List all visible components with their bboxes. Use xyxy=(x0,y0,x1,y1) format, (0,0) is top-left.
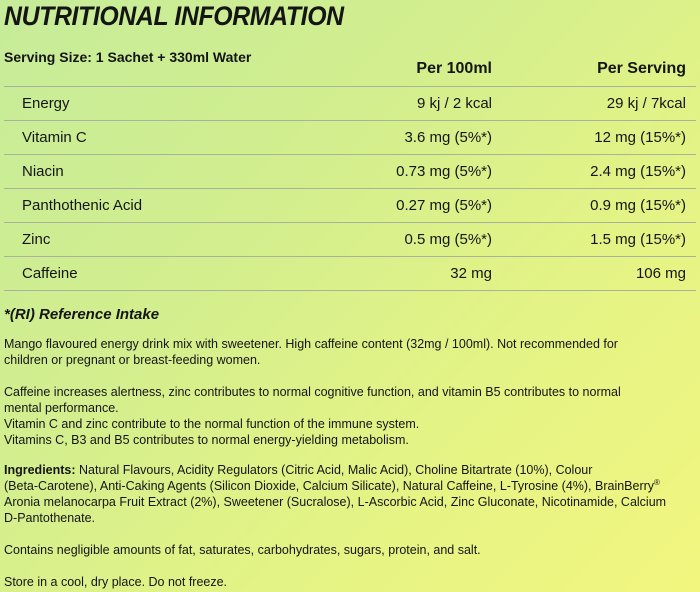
per-serving-value: 1.5 mg (15%*) xyxy=(590,231,686,248)
per-serving-value: 12 mg (15%*) xyxy=(594,129,686,146)
per-100ml-value: 3.6 mg (5%*) xyxy=(404,129,492,146)
nutrient-label: Panthothenic Acid xyxy=(22,197,143,214)
column-header-per-serving: Per Serving xyxy=(597,60,686,77)
nutrient-label: Energy xyxy=(22,95,70,112)
per-serving-value: 106 mg xyxy=(635,265,686,282)
reference-intake-note: *(RI) Reference Intake xyxy=(4,306,160,323)
ingredients-line xyxy=(4,462,696,478)
negligible-note: Contains negligible amounts of fat, saturates, carbohydrates, sugars, protein, and salt. xyxy=(4,543,481,557)
warning-paragraph xyxy=(4,336,696,368)
table-row xyxy=(4,120,696,154)
serving-size: Serving Size: 1 Sachet + 330ml Water xyxy=(4,49,252,65)
per-100ml-value: 0.73 mg (5%*) xyxy=(396,163,492,180)
ingredients-text: (Beta-Carotene), Anti-Caking Agents (Silicon Dioxide, Calcium Silicate), Natural Caffeine, L-Tyrosine (4%), BrainBerry xyxy=(4,479,655,493)
ingredients-paragraph xyxy=(4,462,696,526)
nutrition-table xyxy=(4,86,696,291)
ingredients-line xyxy=(4,478,696,494)
ingredients-line: Aronia melanocarpa Fruit Extract (2%), Sweetener (Sucralose), L-Ascorbic Acid, Zinc Gluconate, Nicotinamide, Calcium xyxy=(4,495,667,509)
per-serving-value: 0.9 mg (15%*) xyxy=(590,197,686,214)
registered-mark: ® xyxy=(654,477,660,487)
per-serving-value: 2.4 mg (15%*) xyxy=(590,163,686,180)
ingredients-text: Natural Flavours, Acidity Regulators (Citric Acid, Malic Acid), Choline Bitartrate (10%), Colour xyxy=(75,463,593,477)
column-header-per-100ml: Per 100ml xyxy=(416,60,492,77)
per-100ml-value: 0.27 mg (5%*) xyxy=(396,197,492,214)
claim-line: mental performance. xyxy=(4,401,119,415)
claim-line: Caffeine increases alertness, zinc contributes to normal cognitive function, and vitamin B5 contributes to normal xyxy=(4,385,621,399)
table-row xyxy=(4,222,696,256)
claim-line: Vitamin C and zinc contribute to the normal function of the immune system. xyxy=(4,417,420,431)
table-row xyxy=(4,86,696,120)
table-row xyxy=(4,154,696,188)
warning-line: children or pregnant or breast-feeding women. xyxy=(4,353,261,367)
nutrient-label: Niacin xyxy=(22,163,64,180)
ingredients-label: Ingredients: xyxy=(4,463,76,477)
nutrient-label: Caffeine xyxy=(22,265,78,282)
page-title: NUTRITIONAL INFORMATION xyxy=(4,1,344,31)
per-100ml-value: 32 mg xyxy=(450,265,492,282)
claim-line: Vitamins C, B3 and B5 contributes to normal energy-yielding metabolism. xyxy=(4,433,409,447)
ingredients-line: D-Pantothenate. xyxy=(4,511,96,525)
per-100ml-value: 9 kj / 2 kcal xyxy=(416,95,492,112)
warning-line: Mango flavoured energy drink mix with sweetener. High caffeine content (32mg / 100ml). Not recommended for xyxy=(4,337,618,351)
table-row xyxy=(4,256,696,291)
nutrient-label: Vitamin C xyxy=(22,129,87,146)
per-100ml-value: 0.5 mg (5%*) xyxy=(404,231,492,248)
storage-note: Store in a cool, dry place. Do not freeze. xyxy=(4,575,228,589)
per-serving-value: 29 kj / 7kcal xyxy=(606,95,686,112)
claims-paragraph xyxy=(4,384,696,448)
table-row xyxy=(4,188,696,222)
nutrient-label: Zinc xyxy=(22,231,51,248)
